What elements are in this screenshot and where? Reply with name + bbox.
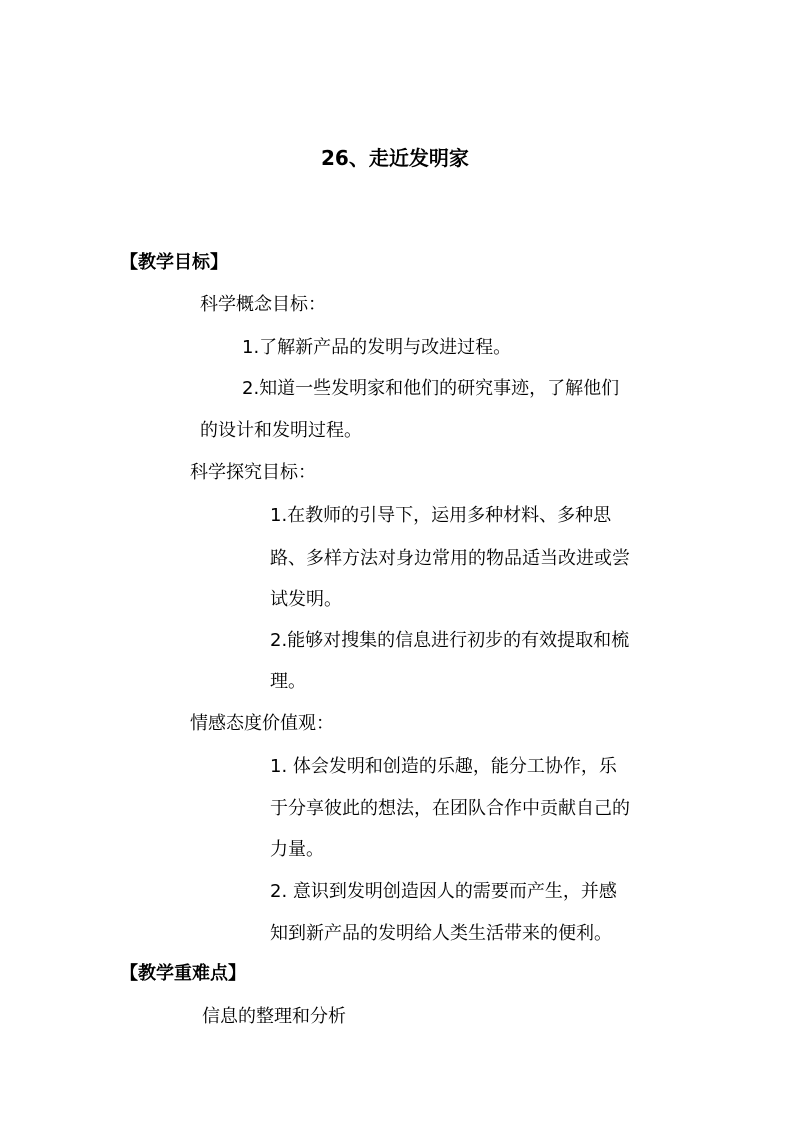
section-heading-goals: 【教学目标】 (120, 252, 228, 273)
inquiry-goal-line: 1.在教师的引导下，运用多种材料、多种思 (270, 505, 612, 526)
concept-goal-line: 2.知道一些发明家和他们的研究事迹，了解他们 (242, 378, 620, 399)
key-points-content: 信息的整理和分析 (202, 1006, 346, 1027)
attitude-goals-label: 情感态度价值观： (190, 713, 334, 734)
inquiry-goal-line: 试发明。 (270, 589, 342, 610)
attitude-goal-line: 于分享彼此的想法，在团队合作中贡献自己的 (270, 798, 630, 819)
inquiry-goals-label: 科学探究目标： (190, 462, 316, 483)
attitude-goal-line: 1. 体会发明和创造的乐趣，能分工协作，乐 (270, 756, 617, 777)
attitude-goal-line: 2. 意识到发明创造因人的需要而产生，并感 (270, 881, 617, 902)
attitude-goal-line: 知到新产品的发明给人类生活带来的便利。 (270, 923, 612, 944)
inquiry-goal-line: 路、多样方法对身边常用的物品适当改进或尝 (270, 548, 630, 569)
concept-goals-label: 科学概念目标： (200, 294, 326, 315)
concept-goal-line: 1.了解新产品的发明与改进过程。 (242, 337, 512, 358)
document-title: 26、走近发明家 (321, 146, 469, 170)
section-heading-key-points: 【教学重难点】 (120, 963, 246, 984)
attitude-goal-line: 力量。 (270, 839, 324, 860)
inquiry-goal-line: 2.能够对搜集的信息进行初步的有效提取和梳 (270, 630, 630, 651)
inquiry-goal-line: 理。 (270, 671, 306, 692)
concept-goal-line: 的设计和发明过程。 (200, 420, 362, 441)
